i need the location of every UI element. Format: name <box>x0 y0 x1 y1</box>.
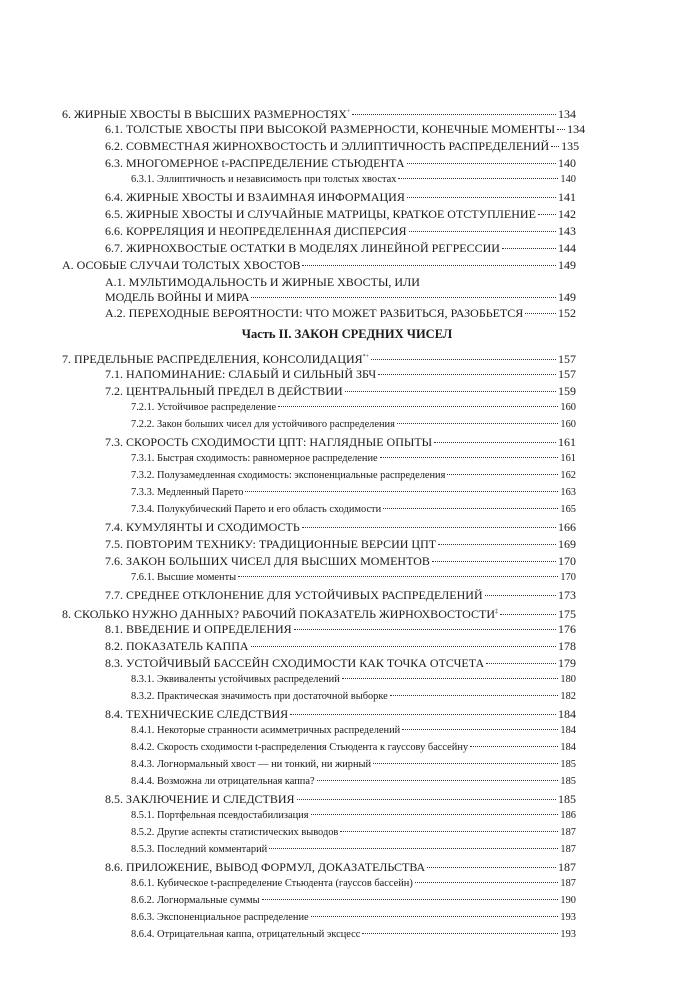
dot-leader <box>278 406 558 407</box>
dot-leader <box>502 248 556 249</box>
toc-entry <box>105 120 586 138</box>
entry-title: 6.4. ЖИРНЫЕ ХВОСТЫ И ВЗАИМНАЯ ИНФОРМАЦИЯ <box>105 189 405 204</box>
entry-page: 160 <box>560 419 576 431</box>
toc-entry <box>105 586 576 604</box>
dot-leader <box>251 646 556 647</box>
dot-leader <box>525 313 556 314</box>
entry-title: 8.4.3. Логнормальный хвост — ни тонкий, ни жирный <box>131 759 372 771</box>
entry-title: 6.5. ЖИРНЫЕ ХВОСТЫ И СЛУЧАЙНЫЕ МАТРИЦЫ, КРАТКОЕ ОТСТУПЛЕНИЕ <box>105 206 536 221</box>
entry-mark: *+ <box>362 354 370 361</box>
entry-page: 180 <box>560 674 576 686</box>
entry-page: 135 <box>561 139 580 153</box>
toc-entry <box>105 620 576 638</box>
entry-page: 165 <box>560 504 576 516</box>
toc-entry <box>62 348 576 366</box>
entry-title: 6.2. СОВМЕСТНАЯ ЖИРНОХВОСТОСТЬ И ЭЛЛИПТИЧНОСТЬ РАСПРЕДЕЛЕНИЙ <box>105 139 550 153</box>
toc-entry <box>105 654 576 672</box>
entry-title: 7.3.3. Медленный Парето <box>131 487 244 499</box>
toc-entry <box>105 705 576 723</box>
dot-leader <box>390 695 559 696</box>
toc-entry <box>131 824 576 842</box>
dot-leader <box>352 114 556 115</box>
entry-title: 7.2.2. Закон больших чисел для устойчивого распределения <box>131 419 395 431</box>
entry-title: 7.6. ЗАКОН БОЛЬШИХ ЧИСЕЛ ДЛЯ ВЫСШИХ МОМЕНТОВ <box>105 554 430 569</box>
entry-title: 8.6.1. Кубическое t-распределение Стьюдента (гауссов бассейн) <box>131 878 413 889</box>
dot-leader <box>427 867 556 868</box>
entry-title: 6.3. МНОГОМЕРНОЕ t-РАСПРЕДЕЛЕНИЕ СТЬЮДЕНТА <box>105 156 405 170</box>
entry-title: А.2. ПЕРЕХОДНЫЕ ВЕРОЯТНОСТИ: ЧТО МОЖЕТ РАЗБИТЬСЯ, РАЗОБЬЕТСЯ <box>105 306 524 320</box>
dot-leader <box>434 442 556 443</box>
entry-title: А. ОСОБЫЕ СЛУЧАИ ТОЛСТЫХ ХВОСТОВ <box>62 257 301 272</box>
toc-entry <box>131 756 576 774</box>
entry-title: 8.1. ВВЕДЕНИЕ И ОПРЕДЕЛЕНИЯ <box>105 622 292 637</box>
toc-entry <box>105 535 576 553</box>
entry-page: 184 <box>560 742 576 754</box>
entry-page: 184 <box>560 725 576 737</box>
entry-page: 190 <box>560 895 576 906</box>
entry-title: 6.7. ЖИРНОХВОСТЫЕ ОСТАТКИ В МОДЕЛЯХ ЛИНЕЙНОЙ РЕГРЕССИИ <box>105 240 500 255</box>
toc-entry <box>105 790 576 808</box>
entry-page: 169 <box>558 537 576 552</box>
dot-leader <box>538 214 556 215</box>
entry-title: 8.5.1. Портфельная псевдостабилизация <box>131 810 309 822</box>
entry-title: 8.3.2. Практическая значимость при достаточной выборке <box>131 691 388 703</box>
entry-page: 178 <box>558 639 576 654</box>
dot-leader <box>262 899 559 900</box>
entry-title: 7.6.1. Высшие моменты <box>131 572 237 584</box>
entry-title: 7.5. ПОВТОРИМ ТЕХНИКУ: ТРАДИЦИОННЫЕ ВЕРСИИ ЦПТ <box>105 537 437 552</box>
entry-page: 193 <box>560 912 576 923</box>
entry-title: 8.6.2. Логнормальные суммы <box>131 895 260 906</box>
dot-leader <box>378 374 556 375</box>
dot-leader <box>345 391 556 392</box>
toc-entry <box>62 256 576 274</box>
dot-leader <box>251 297 556 298</box>
dot-leader <box>245 491 558 492</box>
dot-leader <box>380 457 559 458</box>
toc-entry <box>131 569 576 587</box>
toc-entry <box>105 188 576 206</box>
dot-leader <box>415 882 559 883</box>
entry-page: 152 <box>558 306 576 320</box>
dot-leader <box>409 231 556 232</box>
dot-leader <box>340 831 558 832</box>
entry-title: 6.3.1. Эллиптичность и независимость при толстых хвостах <box>131 174 397 185</box>
dot-leader <box>297 799 556 800</box>
toc-entry <box>62 103 576 121</box>
toc-entry <box>105 205 576 223</box>
entry-page: 143 <box>558 223 576 238</box>
entry-title: 8.5.3. Последний комментарий <box>131 844 268 856</box>
toc-entry <box>105 518 576 536</box>
entry-title: 7.3. СКОРОСТЬ СХОДИМОСТИ ЦПТ: НАГЛЯДНЫЕ ОПЫТЫ <box>105 435 433 450</box>
entry-page: 184 <box>558 707 576 722</box>
toc-entry <box>105 222 576 240</box>
entry-page: 149 <box>558 257 576 272</box>
toc-entry <box>105 552 576 570</box>
toc-entry <box>131 807 576 825</box>
entry-page: 187 <box>560 878 576 889</box>
toc-entry <box>105 154 576 172</box>
entry-page: 185 <box>560 776 576 788</box>
toc-entry <box>131 739 576 757</box>
dot-leader <box>371 359 556 360</box>
toc-entry <box>105 637 576 655</box>
entry-title: 8.5. ЗАКЛЮЧЕНИЕ И СЛЕДСТВИЯ <box>105 792 295 807</box>
toc-entry <box>105 858 576 876</box>
entry-page: 193 <box>560 929 576 940</box>
dot-leader <box>432 561 556 562</box>
toc-entry <box>131 892 576 910</box>
dot-leader <box>470 746 558 747</box>
dot-leader <box>362 933 558 934</box>
entry-title: 8.6.3. Экспоненциальное распределение <box>131 912 309 923</box>
toc-entry <box>131 467 576 485</box>
toc-entry <box>105 239 576 257</box>
entry-title: А.1. МУЛЬТИМОДАЛЬНОСТЬ И ЖИРНЫЕ ХВОСТЫ, ИЛИ <box>105 274 420 289</box>
entry-title: 7.3.2. Полузамедленная сходимость: экспоненциальные распределения <box>131 470 446 482</box>
entry-page: 179 <box>558 656 576 671</box>
entry-title: 6. ЖИРНЫЕ ХВОСТЫ В ВЫСШИХ РАЗМЕРНОСТЯХ <box>62 107 347 121</box>
toc-entry <box>105 304 576 322</box>
entry-mark: ‡ <box>495 609 498 616</box>
entry-page: 170 <box>560 572 576 584</box>
entry-page: 166 <box>558 520 576 535</box>
dot-leader <box>383 508 558 509</box>
dot-leader <box>397 423 559 424</box>
dot-leader <box>342 678 559 679</box>
dot-leader <box>290 714 556 715</box>
toc-entry <box>131 671 576 689</box>
entry-page: 185 <box>560 759 576 771</box>
entry-page: 175 <box>558 607 576 622</box>
entry-title: МОДЕЛЬ ВОЙНЫ И МИРА <box>105 290 250 304</box>
entry-title: 8.4.1. Некоторые странности асимметричных распределений <box>131 725 401 737</box>
entry-title: 8.3. УСТОЙЧИВЫЙ БАССЕЙН СХОДИМОСТИ КАК ТОЧКА ОТСЧЕТА <box>105 656 485 671</box>
toc-entry <box>131 501 576 519</box>
toc-entry <box>131 416 576 434</box>
entry-title: 6.6. КОРРЕЛЯЦИЯ И НЕОПРЕДЕЛЕННАЯ ДИСПЕРСИЯ <box>105 223 407 238</box>
entry-page: 173 <box>558 588 576 603</box>
entry-page: 163 <box>560 487 576 499</box>
entry-title: 8.4.4. Возможна ли отрицательная каппа? <box>131 776 315 788</box>
entry-page: 185 <box>558 792 576 807</box>
entry-page: 162 <box>560 470 576 482</box>
toc-entry <box>131 926 576 944</box>
entry-page: 161 <box>558 435 576 450</box>
entry-title: 8.4. ТЕХНИЧЕСКИЕ СЛЕДСТВИЯ <box>105 707 289 722</box>
entry-page: 160 <box>560 402 576 414</box>
toc-entry <box>131 171 576 189</box>
dot-leader <box>294 629 556 630</box>
entry-page: 170 <box>558 554 576 569</box>
dot-leader <box>402 729 558 730</box>
toc-entry <box>105 433 576 451</box>
entry-title: 7.3.4. Полукубический Парето и его область сходимости <box>131 504 382 516</box>
dot-leader <box>485 595 556 596</box>
toc-entry <box>105 382 576 400</box>
dot-leader <box>398 178 558 179</box>
entry-page: 144 <box>558 240 576 255</box>
dot-leader <box>438 544 556 545</box>
toc-entry <box>105 365 576 383</box>
dot-leader <box>557 129 565 130</box>
entry-page: 176 <box>558 622 576 637</box>
dot-leader <box>500 614 556 615</box>
dot-leader <box>302 527 556 528</box>
entry-page: 142 <box>558 206 576 221</box>
entry-page: 186 <box>560 810 576 822</box>
entry-title: 7.1. НАПОМИНАНИЕ: СЛАБЫЙ И СИЛЬНЫЙ ЗБЧ <box>105 367 377 382</box>
entry-title: 8.6. ПРИЛОЖЕНИЕ, ВЫВОД ФОРМУЛ, ДОКАЗАТЕЛЬСТВА <box>105 860 426 874</box>
part-heading: Часть II. ЗАКОН СРЕДНИХ ЧИСЕЛ <box>241 326 453 341</box>
toc-entry <box>131 909 576 927</box>
entry-page: 187 <box>558 860 576 874</box>
entry-title: 8.6.4. Отрицательная каппа, отрицательный эксцесс <box>131 929 361 940</box>
entry-title: 7.2.1. Устойчивое распределение <box>131 402 277 414</box>
entry-page: 140 <box>560 174 576 185</box>
toc-entry <box>62 603 576 621</box>
entry-page: 159 <box>558 384 576 399</box>
entry-title: 8.3.1. Эквиваленты устойчивых распределений <box>131 674 340 686</box>
dot-leader <box>311 916 559 917</box>
entry-title: 6.1. ТОЛСТЫЕ ХВОСТЫ ПРИ ВЫСОКОЙ РАЗМЕРНОСТИ, КОНЕЧНЫЕ МОМЕНТЫ <box>105 122 556 136</box>
toc-entry <box>131 450 576 468</box>
dot-leader <box>486 663 556 664</box>
entry-page: 187 <box>560 844 576 856</box>
entry-page: 182 <box>560 691 576 703</box>
entry-title: 8.2. ПОКАЗАТЕЛЬ КАППА <box>105 639 249 654</box>
entry-page: 141 <box>558 189 576 204</box>
toc-entry <box>131 841 576 859</box>
entry-title: 7.3.1. Быстрая сходимость: равномерное распределение <box>131 453 378 465</box>
entry-title: 8.5.2. Другие аспекты статистических выводов <box>131 827 339 839</box>
entry-page: 134 <box>567 122 586 136</box>
dot-leader <box>373 763 558 764</box>
toc-entry <box>131 722 576 740</box>
toc-entry <box>105 137 580 155</box>
entry-page: 134 <box>558 107 576 121</box>
entry-title: 7.7. СРЕДНЕЕ ОТКЛОНЕНИЕ ДЛЯ УСТОЙЧИВЫХ РАСПРЕДЕЛЕНИЙ <box>105 588 483 603</box>
toc-entry <box>131 399 576 417</box>
dot-leader <box>407 163 556 164</box>
entry-page: 187 <box>560 827 576 839</box>
dot-leader <box>269 848 558 849</box>
entry-mark: + <box>346 109 351 115</box>
entry-title: 8. СКОЛЬКО НУЖНО ДАННЫХ? РАБОЧИЙ ПОКАЗАТЕЛЬ ЖИРНОХВОСТОСТИ <box>62 607 495 622</box>
dot-leader <box>317 780 559 781</box>
toc-entry <box>131 688 576 706</box>
dot-leader <box>407 197 556 198</box>
dot-leader <box>302 265 556 266</box>
dot-leader <box>447 474 558 475</box>
entry-page: 157 <box>558 367 576 382</box>
entry-page: 161 <box>560 453 576 465</box>
entry-page: 157 <box>558 352 576 367</box>
toc-entry <box>131 875 576 893</box>
dot-leader <box>311 814 559 815</box>
entry-title: 7.2. ЦЕНТРАЛЬНЫЙ ПРЕДЕЛ В ДЕЙСТВИИ <box>105 384 343 399</box>
entry-title: 8.4.2. Скорость сходимости t-распределения Стьюдента к гауссову бассейну <box>131 742 469 754</box>
dot-leader <box>238 576 558 577</box>
entry-title: 7. ПРЕДЕЛЬНЫЕ РАСПРЕДЕЛЕНИЯ, КОНСОЛИДАЦИЯ <box>62 352 363 367</box>
entry-page: 140 <box>558 156 576 170</box>
entry-page: 149 <box>558 290 576 304</box>
entry-title: 7.4. КУМУЛЯНТЫ И СХОДИМОСТЬ <box>105 520 300 535</box>
dot-leader <box>551 146 559 147</box>
toc-entry <box>131 773 576 791</box>
toc-entry <box>131 484 576 502</box>
